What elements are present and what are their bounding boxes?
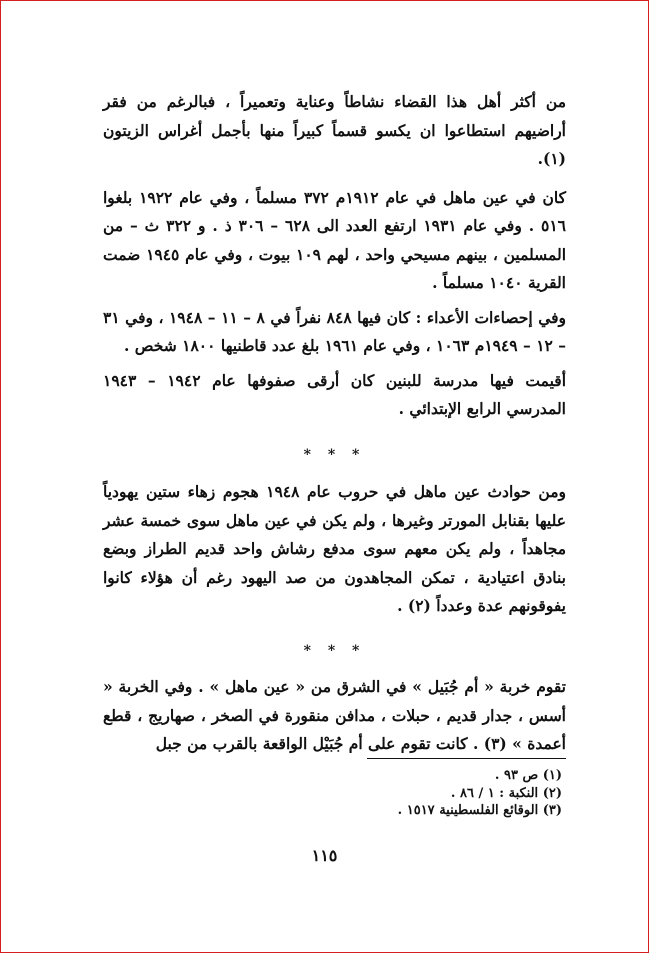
paragraph: وفي إحصاءات الأعداء : كان فيها ٨٤٨ نفراً في ٨ – ١١ – ١٩٤٨ ، وفي ٣١ – ١٢ – ١٩٤٩م ١٠٦٣ ، وفي عام ١٩٦١ بلغ عدد قاطنيها ١٨٠٠ شخص . xyxy=(103,307,567,355)
section-separator: * * * xyxy=(303,642,366,659)
section-separator: * * * xyxy=(303,446,366,463)
footnotes xyxy=(250,767,562,820)
paragraph: تقوم خربة « أم جُبَيل » في الشرق من « عين ماهل » . وفي الخربة « أسس ، جدار قديم ، حبلات ، مدافن منقورة في الصخر ، صهاريج ، قطع أعمدة » (٣) . كانت تقوم على أم جُبَيْل الواقعة بالقرب من جبل xyxy=(103,677,566,753)
footnote: (٢) النكبة : ١ / ٨٦ . xyxy=(450,785,562,801)
page-body xyxy=(103,88,566,759)
paragraph: أقيمت فيها مدرسة للبنين كان أرقى صفوفها عام ١٩٤٢ – ١٩٤٣ المدرسي الرابع الإبتدائي . xyxy=(103,370,567,418)
footnote: (١) ص ٩٣ . xyxy=(494,768,562,783)
paragraph: ومن حوادث عين ماهل في حروب عام ١٩٤٨ هجوم زهاء ستين يهودياً عليها بقنابل المورتر وغيرها ، ولم يكن في عين ماهل سوى خمسة عشر مجاهداً ، ولم يكن معهم سوى مدفع رشاش واحد قديم الطراز وبضع بنادق اعتيادية ، تمكن المجاهدون من صد اليهود رغم أن هؤلاء كانوا يفوقونهم عدة وعدداً (٢) . xyxy=(103,482,566,615)
footnote: (٣) الوقائع الفلسطينية ١٥١٧ . xyxy=(397,803,562,818)
paragraph: كان في عين ماهل في عام ١٩١٢م ٣٧٢ مسلماً ، وفي عام ١٩٢٢ بلغوا ٥١٦ . وفي عام ١٩٣١ ارتفع العدد الى ٦٢٨ – ٣٠٦ ذ . و ٣٢٢ ث – من المسلمين ، بينهم مسيحي واحد ، لهم ١٠٩ بيوت ، وفي عام ١٩٤٥ ضمت القرية ١٠٤٠ مسلماً . xyxy=(103,187,566,292)
paragraph: من أكثر أهل هذا القضاء نشاطاً وعناية وتعميراً ، فبالرغم من فقر أراضيهم استطاعوا ان يكسو قسماً كبيراً منها بأجمل أغراس الزيتون (١). xyxy=(103,92,566,168)
footnote-divider xyxy=(367,758,566,759)
page-number: ١١٥ xyxy=(311,846,338,865)
